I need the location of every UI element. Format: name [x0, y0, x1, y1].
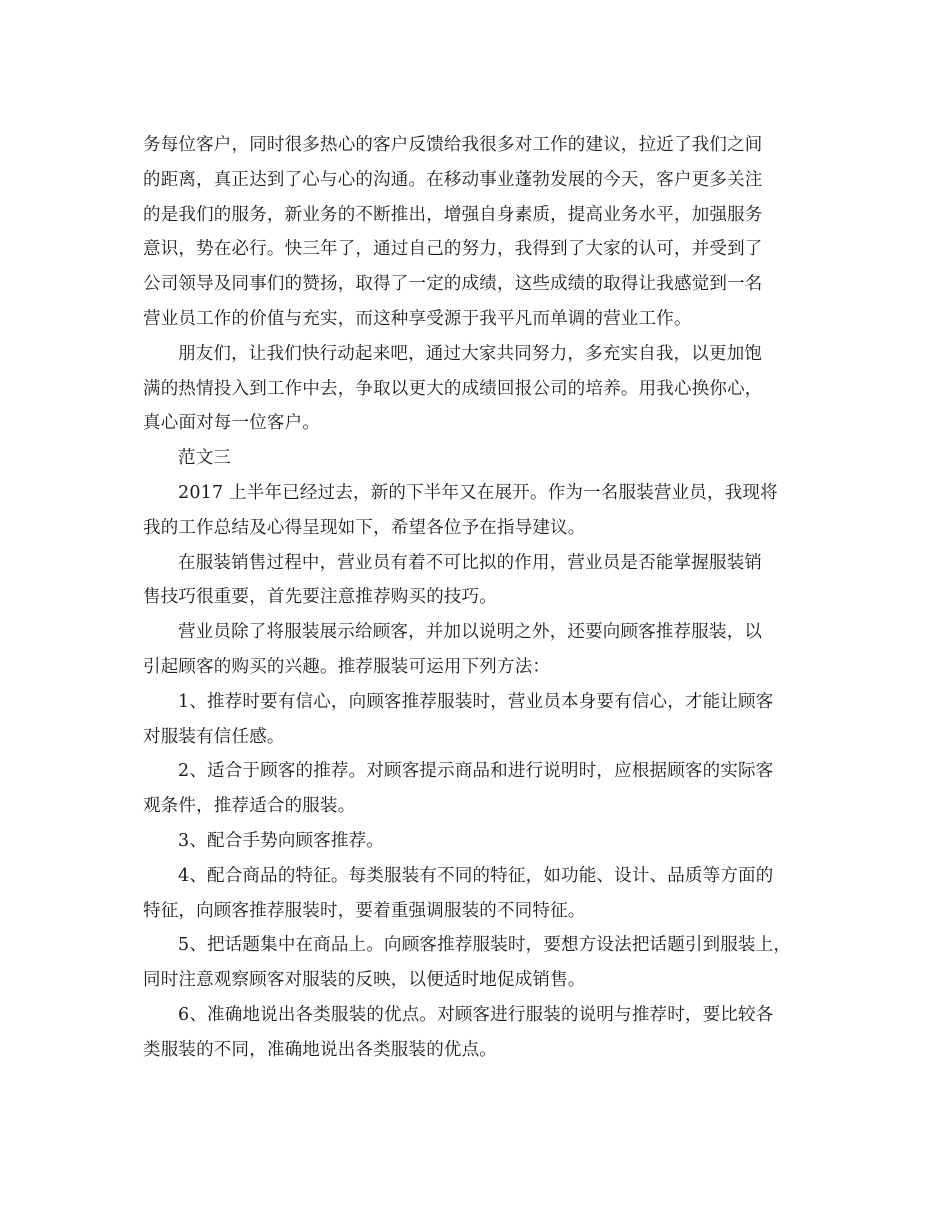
text-line: 营业员除了将服装展示给顾客，并加以说明之外，还要向顾客推荐服装，以: [178, 622, 763, 643]
text-line: 引起顾客的购买的兴趣。推荐服装可运用下列方法：: [143, 656, 551, 677]
text-line: 售技巧很重要，首先要注意推荐购买的技巧。: [143, 587, 497, 608]
text-line: 类服装的不同，准确地说出各类服装的优点。: [143, 1039, 497, 1060]
text-line: 对服装有信任感。: [143, 726, 285, 747]
text-line: 5、把话题集中在商品上。向顾客推荐服装时，要想方设法把话题引到服装上，: [178, 935, 792, 956]
text-line: 特征，向顾客推荐服装时，要着重强调服装的不同特征。: [143, 900, 586, 921]
text-line: 公司领导及同事们的赞扬，取得了一定的成绩，这些成绩的取得让我感觉到一名: [143, 274, 763, 295]
text-line: 观条件，推荐适合的服装。: [143, 796, 356, 817]
text-line: 3、配合手势向顾客推荐。: [178, 830, 385, 851]
text-line: 意识，势在必行。快三年了，通过自己的努力，我得到了大家的认可，并受到了: [143, 239, 763, 260]
text-line: 满的热情投入到工作中去，争取以更大的成绩回报公司的培养。用我心换你心，: [143, 378, 763, 399]
text-line: 朋友们，让我们快行动起来吧，通过大家共同努力，多充实自我，以更加饱: [178, 343, 763, 364]
text-line: 的是我们的服务，新业务的不断推出，增强自身素质，提高业务水平，加强服务: [143, 204, 763, 225]
text-line: 务每位客户，同时很多热心的客户反馈给我很多对工作的建议，拉近了我们之间: [143, 135, 763, 155]
text-line: 范文三: [178, 448, 232, 469]
text-line: 4、配合商品的特征。每类服装有不同的特征，如功能、设计、品质等方面的: [178, 865, 774, 886]
text-line: 的距离，真正达到了心与心的沟通。在移动事业蓬勃发展的今天，客户更多关注: [143, 169, 763, 190]
text-line: 真心面对每一位客户。: [143, 413, 320, 434]
text-line: 同时注意观察顾客对服装的反映，以便适时地促成销售。: [143, 970, 586, 991]
text-line: 2、适合于顾客的推荐。对顾客提示商品和进行说明时，应根据顾客的实际客: [178, 761, 774, 782]
text-line: 在服装销售过程中，营业员有着不可比拟的作用，营业员是否能掌握服装销: [178, 552, 763, 573]
text-line: 我的工作总结及心得呈现如下，希望各位予在指导建议。: [143, 517, 586, 538]
text-line: 1、推荐时要有信心，向顾客推荐服装时，营业员本身要有信心，才能让顾客: [178, 691, 774, 712]
text-line: 营业员工作的价值与充实，而这种享受源于我平凡而单调的营业工作。: [143, 308, 692, 329]
text-line: 6、准确地说出各类服装的优点。对顾客进行服装的说明与推荐时，要比较各: [178, 1004, 774, 1025]
document-body: [143, 128, 811, 1068]
text-line: 2017 上半年已经过去，新的下半年又在展开。作为一名服装营业员，我现将: [178, 482, 778, 503]
